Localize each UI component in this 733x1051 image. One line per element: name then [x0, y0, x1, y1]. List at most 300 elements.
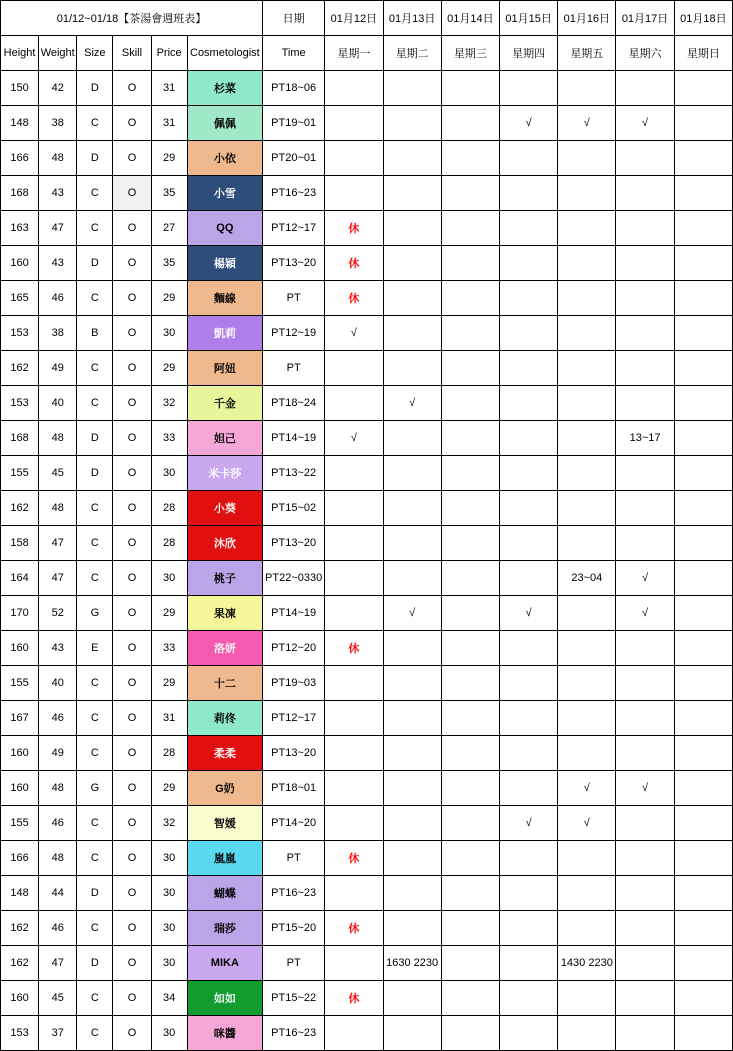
- day-cell-6[interactable]: [616, 841, 674, 876]
- day-cell-4[interactable]: [499, 981, 557, 1016]
- day-cell-2[interactable]: [383, 246, 441, 281]
- row-height: 162: [1, 351, 39, 386]
- cosmetologist-name[interactable]: 果凍: [187, 596, 262, 631]
- day-cell-2[interactable]: [383, 841, 441, 876]
- row-price: 28: [151, 491, 187, 526]
- day-cell-5[interactable]: [558, 1016, 616, 1051]
- table-row: [1, 911, 733, 946]
- day-cell-3[interactable]: [441, 841, 499, 876]
- row-price: 30: [151, 316, 187, 351]
- row-height: 153: [1, 316, 39, 351]
- cosmetologist-name[interactable]: 十二: [187, 666, 262, 701]
- day-cell-5[interactable]: [558, 981, 616, 1016]
- day-cell-6[interactable]: [616, 1016, 674, 1051]
- table-row: [1, 806, 733, 841]
- row-skill: O: [113, 911, 151, 946]
- day-cell-1[interactable]: [325, 141, 383, 176]
- day-cell-1[interactable]: [325, 806, 383, 841]
- day-cell-3[interactable]: [441, 631, 499, 666]
- day-cell-2[interactable]: [383, 281, 441, 316]
- day-cell-4[interactable]: [499, 876, 557, 911]
- date-col-1: 01月12日: [325, 1, 383, 36]
- day-cell-3[interactable]: [441, 246, 499, 281]
- day-cell-4[interactable]: [499, 1016, 557, 1051]
- shift-time: PT15~02: [263, 491, 325, 526]
- day-cell-4[interactable]: [499, 456, 557, 491]
- day-cell-5[interactable]: √: [558, 806, 616, 841]
- row-size: D: [77, 456, 113, 491]
- day-cell-7[interactable]: [674, 596, 732, 631]
- day-cell-5[interactable]: [558, 841, 616, 876]
- day-cell-7[interactable]: [674, 491, 732, 526]
- row-weight: 43: [39, 246, 77, 281]
- row-price: 29: [151, 771, 187, 806]
- day-cell-6[interactable]: √: [616, 561, 674, 596]
- day-cell-4[interactable]: [499, 491, 557, 526]
- day-cell-2[interactable]: [383, 701, 441, 736]
- day-cell-5[interactable]: [558, 491, 616, 526]
- cosmetologist-name[interactable]: 杉菜: [187, 71, 262, 106]
- day-cell-2[interactable]: [383, 106, 441, 141]
- row-size: C: [77, 561, 113, 596]
- day-cell-6[interactable]: [616, 981, 674, 1016]
- row-price: 29: [151, 351, 187, 386]
- row-price: 29: [151, 666, 187, 701]
- day-cell-2[interactable]: [383, 456, 441, 491]
- day-cell-1[interactable]: 休: [325, 211, 383, 246]
- day-cell-5[interactable]: [558, 456, 616, 491]
- day-cell-2[interactable]: [383, 141, 441, 176]
- day-cell-3[interactable]: [441, 806, 499, 841]
- row-height: 150: [1, 71, 39, 106]
- row-weight: 44: [39, 876, 77, 911]
- day-cell-1[interactable]: [325, 71, 383, 106]
- table-row: [1, 526, 733, 561]
- day-cell-2[interactable]: [383, 176, 441, 211]
- day-cell-4[interactable]: [499, 351, 557, 386]
- day-cell-6[interactable]: [616, 876, 674, 911]
- day-cell-3[interactable]: [441, 71, 499, 106]
- day-cell-5[interactable]: [558, 71, 616, 106]
- day-cell-3[interactable]: [441, 421, 499, 456]
- row-weight: 43: [39, 176, 77, 211]
- day-cell-4[interactable]: [499, 911, 557, 946]
- row-height: 168: [1, 421, 39, 456]
- cosmetologist-name[interactable]: 沐欣: [187, 526, 262, 561]
- cosmetologist-name[interactable]: 柔柔: [187, 736, 262, 771]
- row-skill: O: [113, 946, 151, 981]
- day-cell-2[interactable]: [383, 211, 441, 246]
- day-cell-1[interactable]: [325, 351, 383, 386]
- day-cell-6[interactable]: [616, 141, 674, 176]
- day-cell-1[interactable]: [325, 561, 383, 596]
- column-header-cosmetologist: Cosmetologist: [187, 36, 262, 71]
- day-cell-4[interactable]: [499, 141, 557, 176]
- date-col-5: 01月16日: [558, 1, 616, 36]
- day-cell-1[interactable]: √: [325, 316, 383, 351]
- row-height: 168: [1, 176, 39, 211]
- row-size: C: [77, 1016, 113, 1051]
- day-cell-2[interactable]: [383, 771, 441, 806]
- shift-time: PT18~06: [263, 71, 325, 106]
- table-row: [1, 491, 733, 526]
- day-cell-3[interactable]: [441, 106, 499, 141]
- day-cell-6[interactable]: [616, 946, 674, 981]
- day-cell-6[interactable]: √: [616, 106, 674, 141]
- day-cell-2[interactable]: [383, 911, 441, 946]
- day-cell-7[interactable]: [674, 666, 732, 701]
- table-row: [1, 981, 733, 1016]
- row-weight: 37: [39, 1016, 77, 1051]
- day-cell-5[interactable]: [558, 701, 616, 736]
- row-height: 148: [1, 876, 39, 911]
- cosmetologist-name[interactable]: 咪醬: [187, 1016, 262, 1051]
- day-cell-6[interactable]: [616, 491, 674, 526]
- day-cell-4[interactable]: [499, 841, 557, 876]
- day-cell-7[interactable]: [674, 701, 732, 736]
- row-price: 29: [151, 141, 187, 176]
- day-cell-3[interactable]: [441, 456, 499, 491]
- day-cell-7[interactable]: [674, 911, 732, 946]
- day-cell-4[interactable]: [499, 631, 557, 666]
- day-cell-3[interactable]: [441, 876, 499, 911]
- day-cell-6[interactable]: √: [616, 771, 674, 806]
- cosmetologist-name[interactable]: 如如: [187, 981, 262, 1016]
- cosmetologist-name[interactable]: 莉佟: [187, 701, 262, 736]
- day-cell-2[interactable]: [383, 561, 441, 596]
- row-weight: 47: [39, 526, 77, 561]
- title-row: [1, 1, 733, 36]
- row-height: 162: [1, 946, 39, 981]
- day-cell-5[interactable]: [558, 316, 616, 351]
- cosmetologist-name[interactable]: 蝴蝶: [187, 876, 262, 911]
- day-cell-1[interactable]: [325, 701, 383, 736]
- day-cell-5[interactable]: [558, 666, 616, 701]
- day-cell-3[interactable]: [441, 736, 499, 771]
- cosmetologist-name[interactable]: 阿妞: [187, 351, 262, 386]
- day-cell-5[interactable]: [558, 526, 616, 561]
- day-cell-7[interactable]: [674, 386, 732, 421]
- day-cell-4[interactable]: [499, 736, 557, 771]
- day-cell-4[interactable]: [499, 246, 557, 281]
- day-cell-7[interactable]: [674, 876, 732, 911]
- shift-time: PT19~01: [263, 106, 325, 141]
- day-cell-3[interactable]: [441, 981, 499, 1016]
- shift-time: PT18~24: [263, 386, 325, 421]
- cosmetologist-name[interactable]: 嵐嵐: [187, 841, 262, 876]
- day-cell-1[interactable]: 休: [325, 246, 383, 281]
- day-cell-6[interactable]: [616, 666, 674, 701]
- day-cell-2[interactable]: [383, 876, 441, 911]
- day-cell-7[interactable]: [674, 946, 732, 981]
- day-cell-5[interactable]: [558, 386, 616, 421]
- day-cell-7[interactable]: [674, 736, 732, 771]
- row-price: 27: [151, 211, 187, 246]
- cosmetologist-name[interactable]: 楊穎: [187, 246, 262, 281]
- day-cell-2[interactable]: 1630 2230: [383, 946, 441, 981]
- day-cell-6[interactable]: [616, 526, 674, 561]
- day-cell-5[interactable]: √: [558, 771, 616, 806]
- day-cell-2[interactable]: [383, 491, 441, 526]
- day-cell-3[interactable]: [441, 701, 499, 736]
- day-cell-5[interactable]: [558, 631, 616, 666]
- day-cell-7[interactable]: [674, 526, 732, 561]
- day-cell-3[interactable]: [441, 561, 499, 596]
- row-size: C: [77, 981, 113, 1016]
- day-cell-5[interactable]: [558, 736, 616, 771]
- day-cell-6[interactable]: √: [616, 596, 674, 631]
- day-cell-4[interactable]: [499, 701, 557, 736]
- row-price: 35: [151, 176, 187, 211]
- cosmetologist-name[interactable]: 洛妍: [187, 631, 262, 666]
- row-size: C: [77, 806, 113, 841]
- day-cell-4[interactable]: [499, 666, 557, 701]
- day-cell-5[interactable]: [558, 141, 616, 176]
- row-weight: 48: [39, 421, 77, 456]
- day-cell-3[interactable]: [441, 946, 499, 981]
- day-cell-4[interactable]: √: [499, 596, 557, 631]
- row-height: 160: [1, 246, 39, 281]
- day-cell-5[interactable]: [558, 911, 616, 946]
- cosmetologist-name[interactable]: 小依: [187, 141, 262, 176]
- row-skill: O: [113, 246, 151, 281]
- cosmetologist-name[interactable]: 瑞莎: [187, 911, 262, 946]
- day-cell-3[interactable]: [441, 351, 499, 386]
- day-cell-1[interactable]: [325, 491, 383, 526]
- day-cell-4[interactable]: [499, 316, 557, 351]
- day-cell-5[interactable]: [558, 596, 616, 631]
- table-row: [1, 211, 733, 246]
- day-cell-2[interactable]: √: [383, 596, 441, 631]
- day-cell-2[interactable]: [383, 421, 441, 456]
- table-row: [1, 316, 733, 351]
- day-cell-3[interactable]: [441, 596, 499, 631]
- day-cell-7[interactable]: [674, 141, 732, 176]
- day-cell-4[interactable]: [499, 526, 557, 561]
- day-cell-5[interactable]: [558, 876, 616, 911]
- day-cell-4[interactable]: [499, 211, 557, 246]
- day-cell-7[interactable]: [674, 211, 732, 246]
- day-cell-7[interactable]: [674, 806, 732, 841]
- day-cell-2[interactable]: [383, 736, 441, 771]
- cosmetologist-name[interactable]: 智媛: [187, 806, 262, 841]
- day-cell-6[interactable]: [616, 351, 674, 386]
- day-cell-1[interactable]: [325, 386, 383, 421]
- shift-time: PT16~23: [263, 176, 325, 211]
- day-cell-4[interactable]: √: [499, 106, 557, 141]
- day-cell-3[interactable]: [441, 666, 499, 701]
- day-cell-2[interactable]: [383, 526, 441, 561]
- day-cell-6[interactable]: [616, 631, 674, 666]
- day-cell-6[interactable]: 13~17: [616, 421, 674, 456]
- day-cell-3[interactable]: [441, 911, 499, 946]
- day-cell-6[interactable]: [616, 176, 674, 211]
- day-cell-2[interactable]: [383, 316, 441, 351]
- day-cell-5[interactable]: [558, 281, 616, 316]
- day-cell-7[interactable]: [674, 771, 732, 806]
- day-cell-1[interactable]: [325, 1016, 383, 1051]
- cosmetologist-name[interactable]: 佩佩: [187, 106, 262, 141]
- day-cell-1[interactable]: [325, 946, 383, 981]
- day-cell-1[interactable]: 休: [325, 981, 383, 1016]
- cosmetologist-name[interactable]: G奶: [187, 771, 262, 806]
- row-size: C: [77, 526, 113, 561]
- day-cell-7[interactable]: [674, 421, 732, 456]
- cosmetologist-name[interactable]: 桃子: [187, 561, 262, 596]
- shift-time: PT15~22: [263, 981, 325, 1016]
- table-row: [1, 946, 733, 981]
- day-cell-1[interactable]: [325, 456, 383, 491]
- day-cell-3[interactable]: [441, 141, 499, 176]
- cosmetologist-name[interactable]: 妲己: [187, 421, 262, 456]
- row-skill: O: [113, 106, 151, 141]
- day-cell-1[interactable]: [325, 666, 383, 701]
- day-cell-2[interactable]: [383, 71, 441, 106]
- row-skill: O: [113, 876, 151, 911]
- row-height: 162: [1, 491, 39, 526]
- day-cell-2[interactable]: [383, 981, 441, 1016]
- date-col-3: 01月14日: [441, 1, 499, 36]
- day-cell-1[interactable]: √: [325, 421, 383, 456]
- row-weight: 42: [39, 71, 77, 106]
- row-size: E: [77, 631, 113, 666]
- day-cell-4[interactable]: [499, 421, 557, 456]
- column-header-skill: Skill: [113, 36, 151, 71]
- day-cell-1[interactable]: 休: [325, 281, 383, 316]
- day-cell-1[interactable]: 休: [325, 631, 383, 666]
- day-cell-2[interactable]: [383, 1016, 441, 1051]
- day-cell-4[interactable]: [499, 946, 557, 981]
- cosmetologist-name[interactable]: 小葵: [187, 491, 262, 526]
- cosmetologist-name[interactable]: 米卡莎: [187, 456, 262, 491]
- day-cell-5[interactable]: [558, 421, 616, 456]
- row-height: 153: [1, 386, 39, 421]
- day-cell-1[interactable]: [325, 596, 383, 631]
- day-cell-1[interactable]: [325, 106, 383, 141]
- day-cell-6[interactable]: [616, 806, 674, 841]
- row-price: 34: [151, 981, 187, 1016]
- cosmetologist-name[interactable]: 凱莉: [187, 316, 262, 351]
- day-cell-7[interactable]: [674, 71, 732, 106]
- day-cell-6[interactable]: [616, 281, 674, 316]
- weekday-4: 星期四: [499, 36, 557, 71]
- day-cell-1[interactable]: [325, 736, 383, 771]
- day-cell-3[interactable]: [441, 281, 499, 316]
- day-cell-5[interactable]: [558, 246, 616, 281]
- day-cell-6[interactable]: [616, 211, 674, 246]
- day-cell-7[interactable]: [674, 246, 732, 281]
- row-height: 160: [1, 631, 39, 666]
- cosmetologist-name[interactable]: 小雪: [187, 176, 262, 211]
- day-cell-1[interactable]: 休: [325, 841, 383, 876]
- row-weight: 45: [39, 981, 77, 1016]
- day-cell-5[interactable]: 1430 2230: [558, 946, 616, 981]
- day-cell-4[interactable]: [499, 71, 557, 106]
- day-cell-6[interactable]: [616, 911, 674, 946]
- weekday-7: 星期日: [674, 36, 732, 71]
- day-cell-7[interactable]: [674, 561, 732, 596]
- day-cell-1[interactable]: 休: [325, 911, 383, 946]
- day-cell-5[interactable]: √: [558, 106, 616, 141]
- day-cell-7[interactable]: [674, 316, 732, 351]
- day-cell-3[interactable]: [441, 316, 499, 351]
- row-price: 33: [151, 631, 187, 666]
- day-cell-4[interactable]: [499, 561, 557, 596]
- cosmetologist-name[interactable]: 千金: [187, 386, 262, 421]
- day-cell-7[interactable]: [674, 456, 732, 491]
- day-cell-1[interactable]: [325, 526, 383, 561]
- weekday-6: 星期六: [616, 36, 674, 71]
- day-cell-2[interactable]: [383, 351, 441, 386]
- day-cell-3[interactable]: [441, 176, 499, 211]
- day-cell-6[interactable]: [616, 71, 674, 106]
- day-cell-3[interactable]: [441, 211, 499, 246]
- day-cell-5[interactable]: 23~04: [558, 561, 616, 596]
- day-cell-5[interactable]: [558, 351, 616, 386]
- day-cell-4[interactable]: [499, 386, 557, 421]
- day-cell-3[interactable]: [441, 386, 499, 421]
- day-cell-6[interactable]: [616, 386, 674, 421]
- cosmetologist-name[interactable]: MIKA: [187, 946, 262, 981]
- day-cell-2[interactable]: [383, 806, 441, 841]
- row-skill: O: [113, 736, 151, 771]
- day-cell-3[interactable]: [441, 1016, 499, 1051]
- row-height: 164: [1, 561, 39, 596]
- row-skill: O: [113, 526, 151, 561]
- day-cell-1[interactable]: [325, 876, 383, 911]
- day-cell-7[interactable]: [674, 351, 732, 386]
- day-cell-7[interactable]: [674, 841, 732, 876]
- day-cell-7[interactable]: [674, 631, 732, 666]
- day-cell-3[interactable]: [441, 526, 499, 561]
- date-col-7: 01月18日: [674, 1, 732, 36]
- row-weight: 40: [39, 666, 77, 701]
- day-cell-4[interactable]: [499, 281, 557, 316]
- day-cell-7[interactable]: [674, 981, 732, 1016]
- day-cell-6[interactable]: [616, 316, 674, 351]
- day-cell-2[interactable]: [383, 631, 441, 666]
- table-row: [1, 596, 733, 631]
- day-cell-6[interactable]: [616, 456, 674, 491]
- day-cell-1[interactable]: [325, 771, 383, 806]
- day-cell-2[interactable]: [383, 666, 441, 701]
- cosmetologist-name[interactable]: 麵線: [187, 281, 262, 316]
- day-cell-2[interactable]: √: [383, 386, 441, 421]
- cosmetologist-name[interactable]: QQ: [187, 211, 262, 246]
- day-cell-6[interactable]: [616, 246, 674, 281]
- shift-time: PT14~19: [263, 596, 325, 631]
- day-cell-5[interactable]: [558, 211, 616, 246]
- day-cell-7[interactable]: [674, 106, 732, 141]
- day-cell-7[interactable]: [674, 281, 732, 316]
- shift-time: PT: [263, 946, 325, 981]
- day-cell-7[interactable]: [674, 176, 732, 211]
- day-cell-7[interactable]: [674, 1016, 732, 1051]
- day-cell-3[interactable]: [441, 771, 499, 806]
- row-size: C: [77, 491, 113, 526]
- day-cell-4[interactable]: √: [499, 806, 557, 841]
- day-cell-4[interactable]: [499, 176, 557, 211]
- day-cell-6[interactable]: [616, 736, 674, 771]
- day-cell-5[interactable]: [558, 176, 616, 211]
- row-height: 155: [1, 666, 39, 701]
- day-cell-6[interactable]: [616, 701, 674, 736]
- day-cell-4[interactable]: [499, 771, 557, 806]
- day-cell-3[interactable]: [441, 491, 499, 526]
- shift-time: PT12~17: [263, 211, 325, 246]
- day-cell-1[interactable]: [325, 176, 383, 211]
- row-size: C: [77, 911, 113, 946]
